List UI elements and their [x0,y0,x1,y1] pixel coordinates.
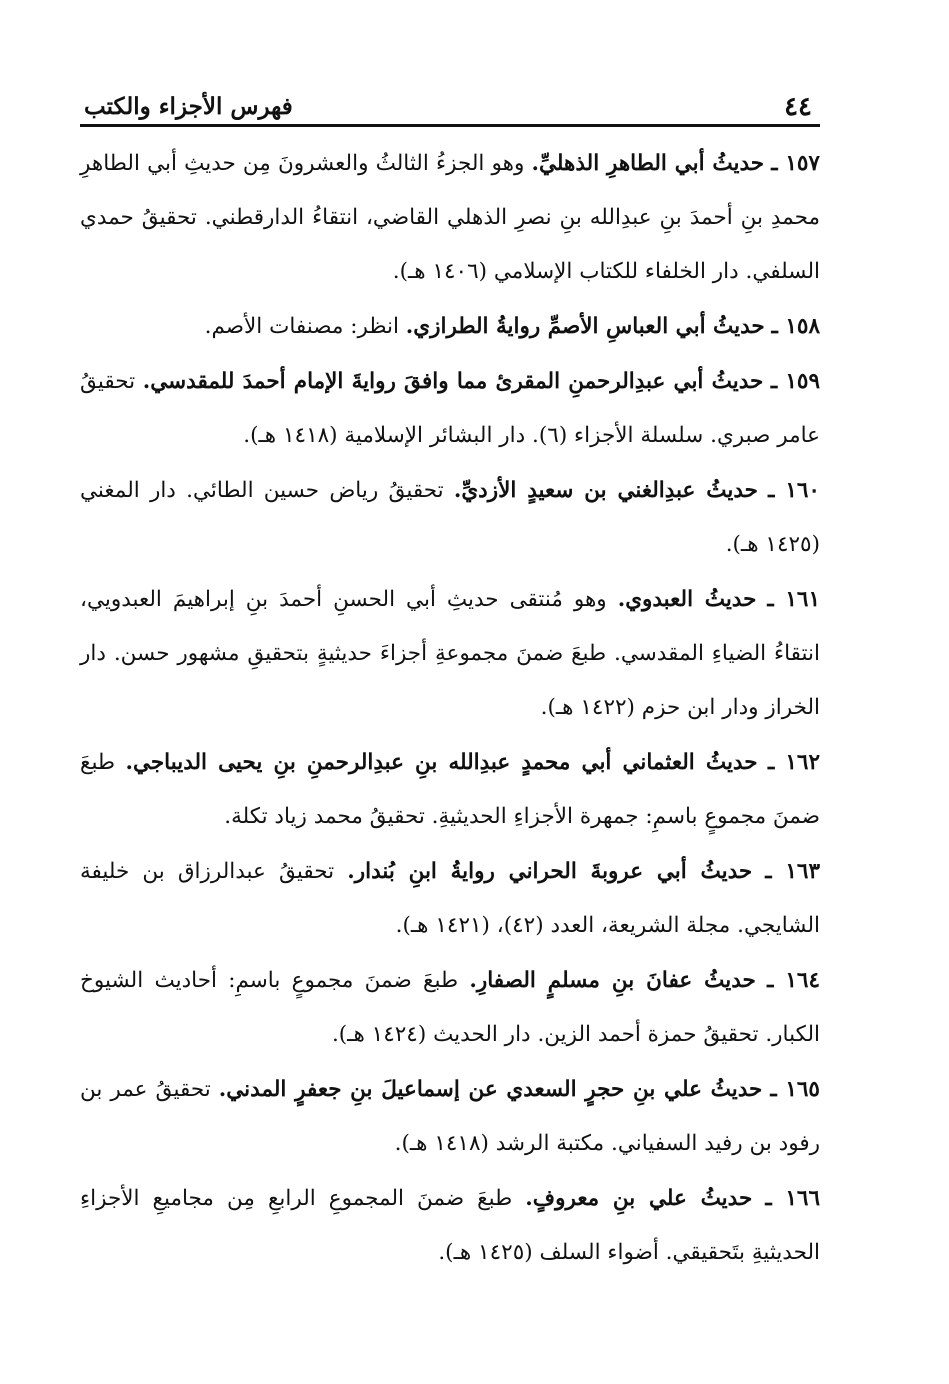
entry-number: ١٦٥ ـ [770,1077,820,1102]
entry-details: وهو مُنتقى حديثِ أبي الحسنِ أحمدَ بنِ إبراهيمَ العبدويي، انتقاءُ الضياءِ المقدسي. طبعَ ضمنَ مجموعةِ أجزاءَ حديثيةٍ بتحقيقِ مشهور حسن. دار الخراز ودار ابن حزم (١٤٢٢ هـ). [80,587,820,720]
entry-162 [80,736,820,844]
page-header [80,88,820,127]
entry-title: حديثُ أبي الطاهرِ الذهليِّ. [531,151,765,176]
entry-details: طبعَ ضمنَ مجموعٍ باسمِ: جمهرة الأجزاءِ الحديثيةِ. تحقيقُ محمد زياد تكلة. [80,750,820,829]
entry-159 [80,355,820,463]
entry-160 [80,464,820,572]
entry-164 [80,954,820,1062]
entry-number: ١٥٨ ـ [771,314,820,339]
page-number: ٤٤ [784,92,812,122]
entry-details: تحقيقُ عامر صبري. سلسلة الأجزاء (٦). دار البشائر الإسلامية (١٤١٨ هـ). [80,369,820,448]
entry-158 [80,300,820,354]
entry-details: تحقيقُ رياض حسين الطائي. دار المغني (١٤٢٥ هـ). [80,478,820,557]
entry-details: وهو الجزءُ الثالثُ والعشرونَ مِن حديثِ أبي الطاهرِ محمدِ بنِ أحمدَ بنِ عبدِالله بنِ نصرِ الذهلي القاضي، انتقاءُ الدارقطني. تحقيقُ حمدي السلفي. دار الخلفاء للكتاب الإسلامي (١٤٠٦ هـ). [80,151,820,284]
running-title: فهرس الأجزاء والكتب [84,93,293,120]
entry-161 [80,573,820,735]
entry-title: حديثُ عبدِالغني بن سعيدٍ الأزديِّ. [453,478,758,503]
entry-list [80,137,820,1280]
document-page [80,88,820,1281]
entry-title: حديثُ العثماني أبي محمدٍ عبدِالله بنِ عبدِالرحمنِ بنِ يحيى الديباجي. [125,750,758,775]
entry-title: حديثُ العبدوي. [617,587,757,612]
entry-title: حديثُ علي بنِ حجرٍ السعدي عن إسماعيلَ بنِ جعفرٍ المدني. [218,1077,763,1102]
entry-165 [80,1063,820,1171]
entry-166 [80,1172,820,1280]
entry-details: طبعَ ضمنَ المجموعِ الرابعِ مِن مجاميعِ الأجزاءِ الحديثيةِ بتَحقيقي. أضواء السلف (١٤٢٥ هـ). [80,1186,820,1265]
entry-number: ١٦٤ ـ [767,968,820,993]
entry-number: ١٦٣ ـ [765,859,820,884]
entry-title: حديثُ أبي العباسِ الأصمِّ روايةُ الطرازي. [405,314,765,339]
entry-157 [80,137,820,299]
entry-details: تحقيقُ عبدالرزاق بن خليفة الشايجي. مجلة الشريعة، العدد (٤٢)، (١٤٢١ هـ). [80,859,820,938]
entry-details: تحقيقُ عمر بن رفود بن رفيد السفياني. مكتبة الرشد (١٤١٨ هـ). [80,1077,820,1156]
entry-163 [80,845,820,953]
entry-details: انظر: مصنفات الأصم. [204,314,399,339]
entry-number: ١٦٦ ـ [765,1186,820,1211]
entry-number: ١٥٩ ـ [770,369,821,394]
entry-number: ١٦١ ـ [767,587,820,612]
entry-details: طبعَ ضمنَ مجموعٍ باسمِ: أحاديث الشيوخ الكبار. تحقيقُ حمزة أحمد الزين. دار الحديث (١٤٢٤ هـ). [80,968,820,1047]
entry-number: ١٦٢ ـ [767,750,820,775]
entry-number: ١٥٧ ـ [771,151,820,176]
entry-number: ١٦٠ ـ [768,478,820,503]
entry-title: حديثُ عفانَ بنِ مسلمٍ الصفارِ. [469,968,756,993]
entry-title: حديثُ أبي عروبةَ الحراني روايةُ ابنِ بُندار. [347,859,753,884]
entry-title: حديثُ أبي عبدِالرحمنِ المقرئ مما وافقَ روايةَ الإمام أحمدَ للمقدسي. [142,369,764,394]
entry-title: حديثُ علي بنِ معروفٍ. [525,1186,753,1211]
